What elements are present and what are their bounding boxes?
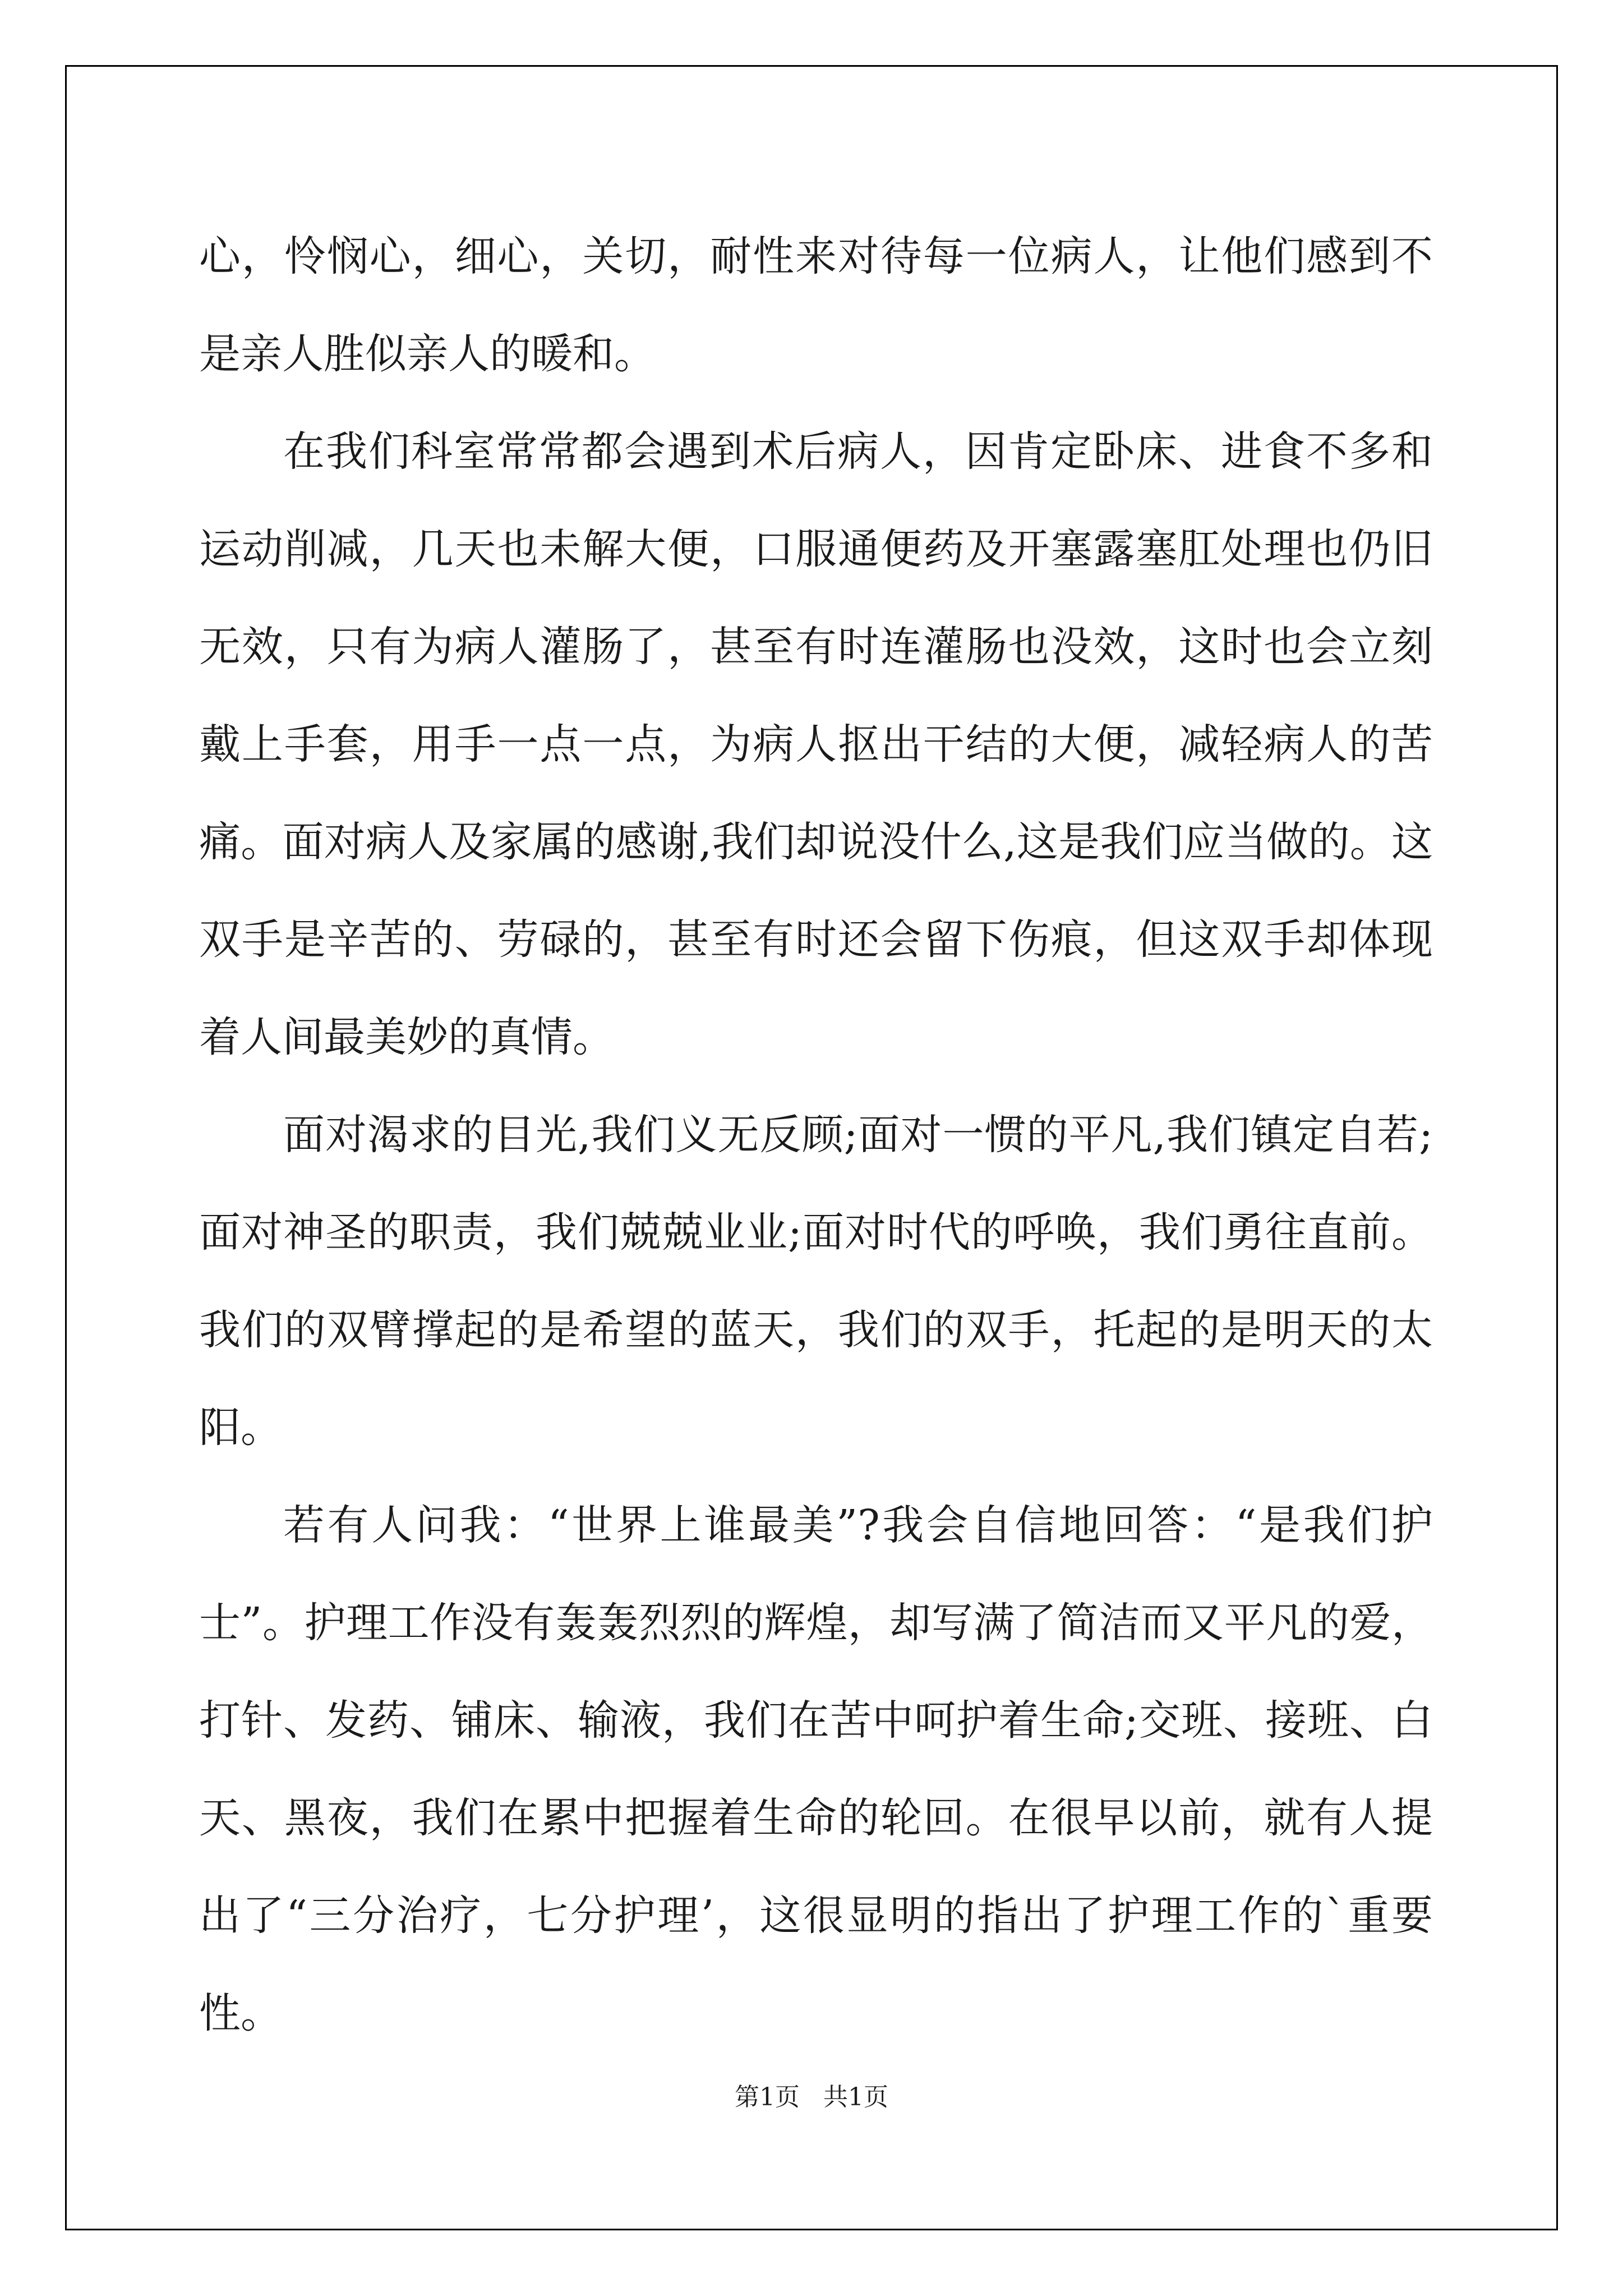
paragraph-4: 若有人问我：“世界上谁最美”?我会自信地回答：“是我们护士”。护理工作没有轰轰烈烈的辉煌，却写满了简洁而又平凡的爱，打针、发药、铺床、输液，我们在苦中呵护着生命;交班、接班、白天、黑夜，我们在累中把握着生命的轮回。在很早以前，就有人提出了“三分治疗，七分护理’，这很显明的指出了护理工作的`重要性。 — [199, 1501, 1433, 2037]
page-number: 第1页 共1页 — [735, 2083, 888, 2111]
paragraph-3: 面对渴求的目光,我们义无反顾;面对一惯的平凡,我们镇定自若;面对神圣的职责，我们兢兢业业;面对时代的呼唤，我们勇往直前。我们的双臂撑起的是希望的蓝天，我们的双手，托起的是明天的太阳。 — [199, 1111, 1433, 1452]
paragraph-1: 心，怜悯心，细心，关切，耐性来对待每一位病人，让他们感到不是亲人胜似亲人的暖和。 — [199, 232, 1433, 378]
paragraph-2: 在我们科室常常都会遇到术后病人，因肯定卧床、进食不多和运动削减，几天也未解大便，口服通便药及开塞露塞肛处理也仍旧无效，只有为病人灌肠了，甚至有时连灌肠也没效，这时也会立刻戴上手套，用手一点一点，为病人抠出干结的大便，减轻病人的苦痛。面对病人及家属的感谢,我们却说没什么,这是我们应当做的。这双手是辛苦的、劳碌的，甚至有时还会留下伤痕，但这双手却体现着人间最美妙的真情。 — [199, 427, 1433, 1061]
document-body — [199, 208, 1433, 2062]
